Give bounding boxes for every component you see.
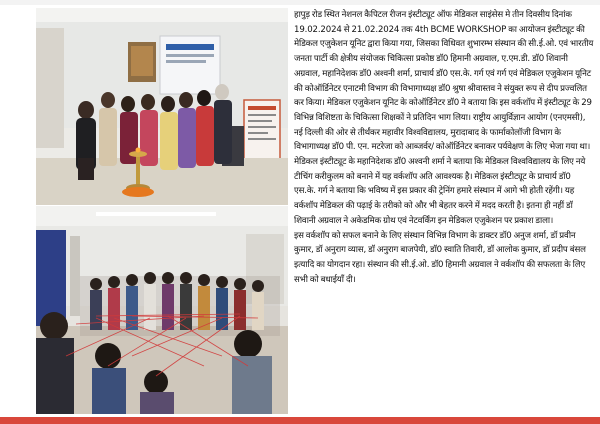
article-body	[294, 8, 594, 414]
lamp-lighting-photo	[36, 8, 288, 205]
top-edge	[0, 0, 600, 5]
workshop-group-photo	[36, 206, 288, 414]
article-paragraph-1: हापुड़ रोड स्थित नेशनल कैपिटल रीजन इंस्टीट्यूट ऑफ मेडिकल साइंसेस मे तीन दिवसीय दिनांक 19.02.2024 से 21.02.2024 तक 4th BCME WORKSHOP का आयोजन इंस्टीट्यूट की मेडिकल एजुकेशन यूनिट द्वारा किया गया, जिसका विधिवत शुभारम्भ संस्थान की सी.ई.ओ. एवं भारतीय जनता पार्टी की क्षेत्रीय संयोजक चिकित्सा प्रकोष्ठ डॉ0 हिमानी अग्रवाल, ए.एम.डी. डॉ0 शिवानी अग्रवाल, महानिदेशक डॉ0 अश्वनी शर्मा, प्राचार्य डॉ0 एस.के. गर्ग एवं गर्ग एवं मेडिकल एजुकेशन यूनिट की कोऑर्डिनेटर एनाटमी विभाग की विभागाध्यक्ष डॉ0 श्रुषा श्रीवास्तव ने संयुक्त रूप से दीप प्रज्वलित कर किया। मेडिकल एजुकेशन यूनिट के कोऑर्डिनेटर डॉ0 ने बताया कि इस वर्कशॉप में इंस्टीट्यूट के 29 विभिन्न विशिष्टता के चिकित्सा शिक्षकों ने प्रतिदिन भाग लिया। राष्ट्रीय आयुर्विज्ञान आयोग (एनएमसी), नई दिल्ली की ओर से तीर्थंकर महावीर विश्वविद्यालय, मुरादाबाद के फार्माकोलॉजी विभाग के विभागाध्यक्ष डॉ0 पी. एन. मटरेजा को आब्जर्वर/ कोऑर्डिनेटर बनाकर पर्यवेक्षण के लिए भेजा गया था। मेडिकल इंस्टीट्यूट के महानिदेशक डॉ0 अश्वनी शर्मा ने बताया कि मेडिकल विश्वविद्यालय के लिए नये टीचिंग करीकुलम को बनाने में यह वर्कशॉप अति आवश्यक है। मेडिकल इंस्टीट्यूट के प्राचार्य डॉ0 एस.के. गर्ग ने बताया कि भविष्य में इस प्रकार की ट्रेनिंग हमारे संस्थान में आगे भी होती रहेंगी। यह वर्कशॉप मेडिकल की पढ़ाई के तरीको को और भी बेहतर करने में मदद करती है। इतना ही नहीं डॉ शिवानी अग्रवाल ने अकेडमिक ग्रोथ एवं नेटवर्किंग इन मेडिकल एजुकेशन पर प्रकाश डाला।	[294, 10, 594, 226]
workshop-group-illustration	[36, 206, 288, 414]
article-paragraph-2: इस वर्कशॉप को सफल बनाने के लिए संस्थान विभिन्न विभाग के डाक्टर डॉ0 अनुज शर्मा, डॉ प्रवीन कुमार, डॉ अनुराग व्यास, डॉ अनुराग बाजपेयी, डॉ0 स्वाति तिवारी, डॉ आलोक कुमार, डॉ प्रदीप बंसल इत्यादि का योगदान रहा। संस्थान की सी.ई.ओ. डॉ0 हिमानी अग्रवाल ने वर्कशॉप की सफलता के लिए सभी को बधाईयाँ दी।	[294, 230, 586, 285]
lamp-lighting-illustration	[36, 8, 288, 205]
bottom-red-bar	[0, 417, 600, 424]
